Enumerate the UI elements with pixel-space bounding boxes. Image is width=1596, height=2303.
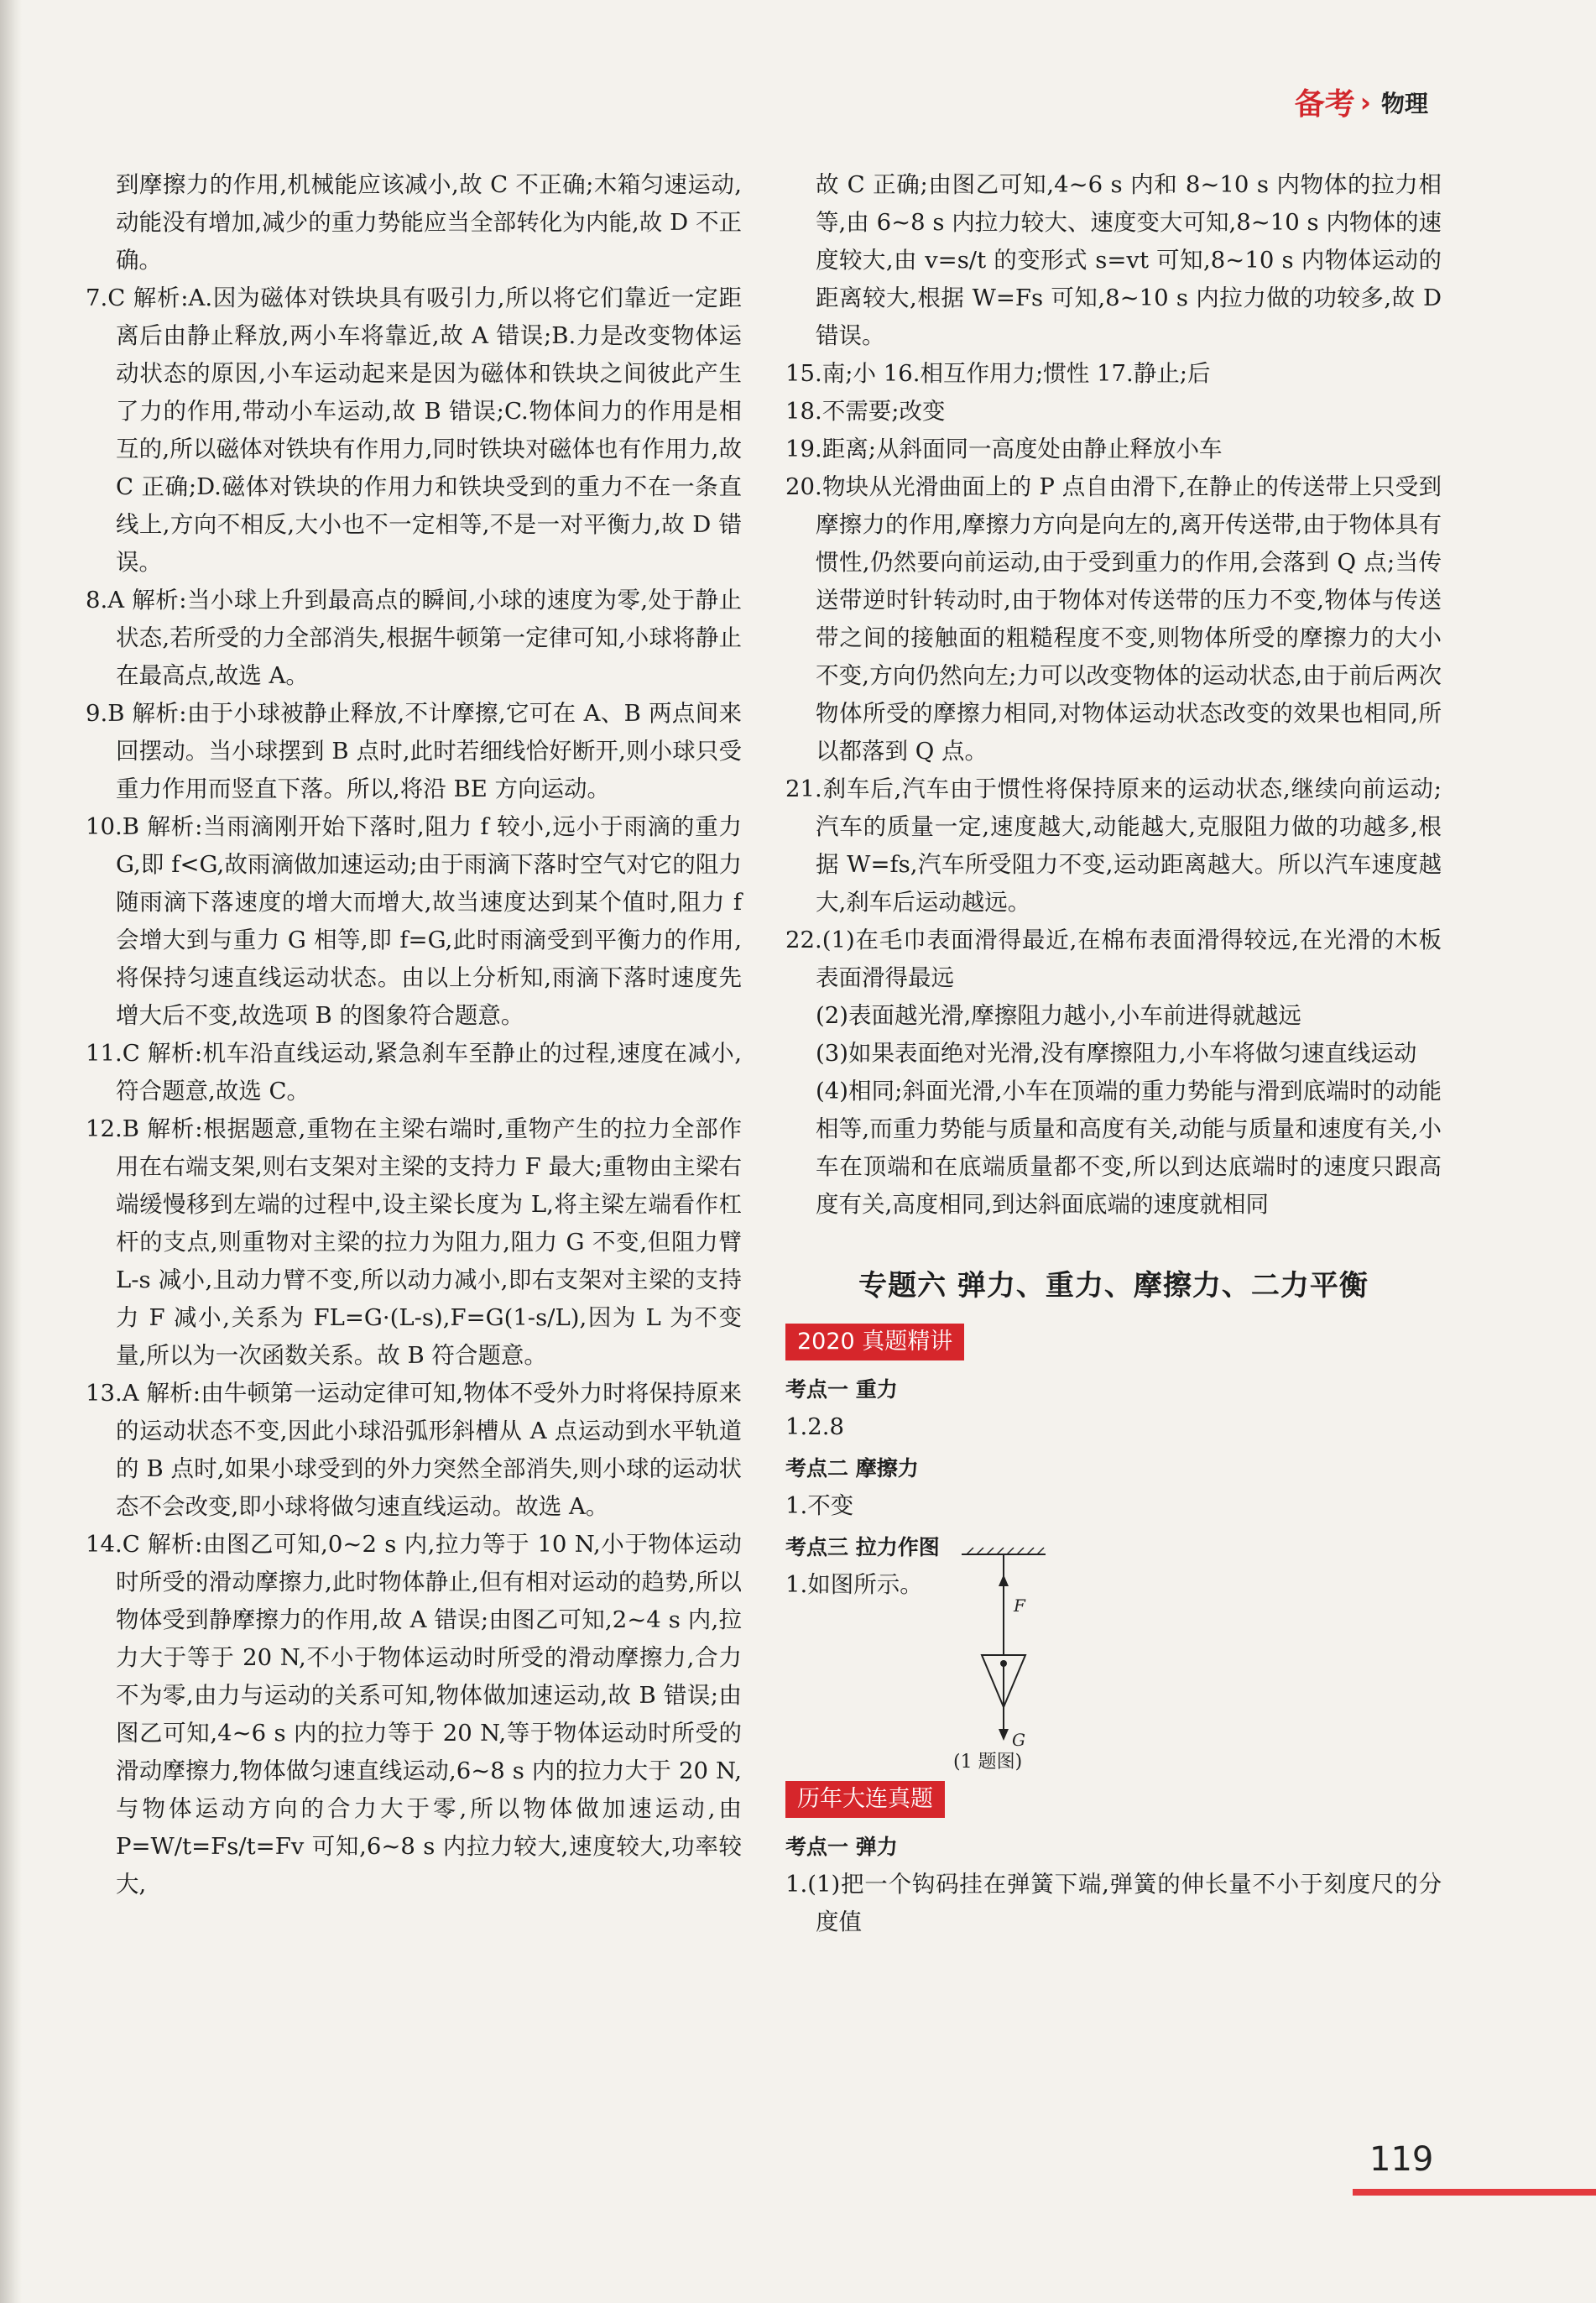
answer-item: 12.B 解析:根据题意,重物在主梁右端时,重物产生的拉力全部作用在右端支架,则右支架对主梁的支持力 F 最大;重物由主梁右端缓慢移到左端的过程中,设主梁长度为 L,将主梁左端看作杠杆的支点,则重物对主梁的拉力为阻力,阻力 G 不变,但阻力臂 L-s 减小,且动力臂不变,所以动力减小,即右支架对主梁的支持力 F 减小,关系为 FL=G·(L-s),F=G(1-s/L),因为 L 为不变量,所以为一次函数关系。故 B 符合题意。 (86, 1115, 742, 1369)
subject-label: 物理 (1380, 89, 1428, 118)
answer-item: 9.B 解析:由于小球被静止释放,不计摩擦,它可在 A、B 两点间来回摆动。当小球摆到 B 点时,此时若细线恰好断开,则小球只受重力作用而竖直下落。所以,将沿 BE 方向运动。 (86, 700, 742, 802)
figure-caption: (1 题图) (953, 1752, 1023, 1773)
answer-subitem: (3)如果表面绝对光滑,没有摩擦阻力,小车将做匀速直线运动 (816, 1040, 1417, 1067)
answer-item: 15.南;小 16.相互作用力;惯性 17.静止;后 (785, 360, 1211, 387)
answer-subitem: (4)相同;斜面光滑,小车在顶端的重力势能与滑到底端时的动能相等,而重力势能与质量和高度有关,动能与质量和速度有关,小车在顶端和在底端质量都不变,所以到达底端时的速度只跟高度有关,高度相同,到达斜面底端的速度就相同 (816, 1078, 1442, 1218)
answer-item: 8.A 解析:当小球上升到最高点的瞬间,小球的速度为零,处于静止状态,若所受的力全部消失,根据牛顿第一定律可知,小球将静止在最高点,故选 A。 (86, 587, 742, 689)
answer-item: 14.C 解析:由图乙可知,0~2 s 内,拉力等于 10 N,小于物体运动时所受的滑动摩擦力,此时物体静止,但有相对运动的趋势,所以物体受到静摩擦力的作用,故 A 错误;由图乙可知,2~4 s 内,拉力大于等于 20 N,不小于物体运动时所受的滑动摩擦力,合力不为零,由力与运动的关系可知,物体做加速运动,故 B 错误;由图乙可知,4~6 s 内的拉力等于 20 N,等于物体运动时所受的滑动摩擦力,物体做匀速直线运动,6~8 s 内的拉力大于 20 N,与物体运动方向的合力大于零,所以物体做加速运动,由 P=W/t=Fs/t=Fv 可知,6~8 s 内拉力较大,速度较大,功率较大, (86, 1531, 742, 1898)
force-g-label: G (1012, 1730, 1025, 1750)
chevron-right-icon: › (1359, 86, 1371, 118)
topic-answer: 1.2.8 (785, 1413, 844, 1440)
topic-answer: 1.如图所示。 (785, 1571, 923, 1598)
topic-heading: 考点二 摩擦力 (785, 1456, 919, 1480)
right-column (785, 166, 1442, 1941)
book-spine-shadow (0, 0, 22, 2303)
section-tag-history: 历年大连真题 (785, 1781, 945, 1818)
answer-subitem: (2)表面越光滑,摩擦阻力越小,小车前进得就越远 (816, 1002, 1301, 1029)
page-header (1295, 81, 1428, 123)
figure-row (785, 1566, 1442, 1776)
section-title: 专题六 弹力、重力、摩擦力、二力平衡 (858, 1269, 1369, 1303)
force-g-arrowhead (999, 1729, 1009, 1741)
answer-item: 19.距离;从斜面同一高度处由静止释放小车 (785, 436, 1223, 462)
answer-item: 11.C 解析:机车沿直线运动,紧急刹车至静止的过程,速度在减小,符合题意,故选 C。 (86, 1040, 742, 1104)
force-diagram (945, 1546, 1062, 1773)
answer-paragraph: 故 C 正确;由图乙可知,4~6 s 内和 8~10 s 内物体的拉力相等,由 6~8 s 内拉力较大、速度变大可知,8~10 s 内物体的速度较大,由 v=s/t 的变形式 s=vt 可知,8~10 s 内物体运动的距离较大,根据 W=Fs 可知,8~10 s 内拉力做的功较多,故 D 错误。 (816, 171, 1442, 349)
answer-paragraph: 到摩擦力的作用,机械能应该减小,故 C 不正确;木箱匀速运动,动能没有增加,减少的重力势能应当全部转化为内能,故 D 不正确。 (116, 171, 742, 274)
section-tag-2020: 2020 真题精讲 (785, 1324, 964, 1360)
answer-item: 7.C 解析:A.因为磁体对铁块具有吸引力,所以将它们靠近一定距离后由静止释放,两小车将靠近,故 A 错误;B.力是改变物体运动状态的原因,小车运动起来是因为磁体和铁块之间彼此产生了力的作用,带动小车运动,故 B 错误;C.物体间力的作用是相互的,所以磁体对铁块有作用力,同时铁块对磁体也有作用力,故 C 正确;D.磁体对铁块的作用力和铁块受到的重力不在一条直线上,方向不相反,大小也不一定相等,不是一对平衡力,故 D 错误。 (86, 285, 742, 576)
page-number-bar (1353, 2189, 1596, 2196)
answer-item: 20.物块从光滑曲面上的 P 点自由滑下,在静止的传送带上只受到摩擦力的作用,摩擦力方向是向左的,离开传送带,由于物体具有惯性,仍然要向前运动,由于受到重力的作用,会落到 Q 点;当传送带逆时针转动时,由于物体对传送带的压力不变,物体与传送带之间的接触面的粗糙程度不变,则物体所受的摩擦力的大小不变,方向仍然向左;力可以改变物体的运动状态,由于前后两次物体所受的摩擦力相同,对物体运动状态改变的效果也相同,所以都落到 Q 点。 (785, 473, 1442, 765)
topic-answer: 1.不变 (785, 1492, 854, 1519)
topic-heading: 考点一 弹力 (785, 1835, 898, 1859)
left-column (86, 166, 742, 1904)
answer-item: 10.B 解析:当雨滴刚开始下落时,阻力 f 较小,远小于雨滴的重力 G,即 f<G,故雨滴做加速运动;由于雨滴下落时空气对它的阻力随雨滴下落速度的增大而增大,故当速度达到某个值时,阻力 f 会增大到与重力 G 相等,即 f=G,此时雨滴受到平衡力的作用,将保持匀速直线运动状态。由以上分析知,雨滴下落时速度先增大后不变,故选项 B 的图象符合题意。 (86, 813, 742, 1029)
force-f-arrowhead (999, 1574, 1009, 1586)
answer-item: 13.A 解析:由牛顿第一运动定律可知,物体不受外力时将保持原来的运动状态不变,因此小球沿弧形斜槽从 A 点运动到水平轨道的 B 点时,如果小球受到的外力突然全部消失,则小球的运动状态不会改变,即小球将做匀速直线运动。故选 A。 (86, 1380, 742, 1520)
topic-heading: 考点三 拉力作图 (785, 1535, 940, 1559)
topic-heading: 考点一 重力 (785, 1377, 898, 1402)
answer-item: 18.不需要;改变 (785, 398, 946, 425)
force-f-label: F (1014, 1595, 1025, 1616)
answer-item: 22.(1)在毛巾表面滑得最近,在棉布表面滑得较远,在光滑的木板表面滑得最远 (785, 927, 1442, 991)
page-number: 119 (1369, 2140, 1434, 2179)
answer-item: 21.刹车后,汽车由于惯性将保持原来的运动状态,继续向前运动;汽车的质量一定,速度越大,动能越大,克服阻力做的功越多,根据 W=fs,汽车所受阻力不变,运动距离越大。所以汽车速度越大,刹车后运动越远。 (785, 776, 1442, 916)
ceiling-hatch (967, 1548, 1044, 1554)
brand-label: 备考 (1294, 87, 1355, 122)
topic-answer: 1.(1)把一个钩码挂在弹簧下端,弹簧的伸长量不小于刻度尺的分度值 (785, 1871, 1442, 1935)
